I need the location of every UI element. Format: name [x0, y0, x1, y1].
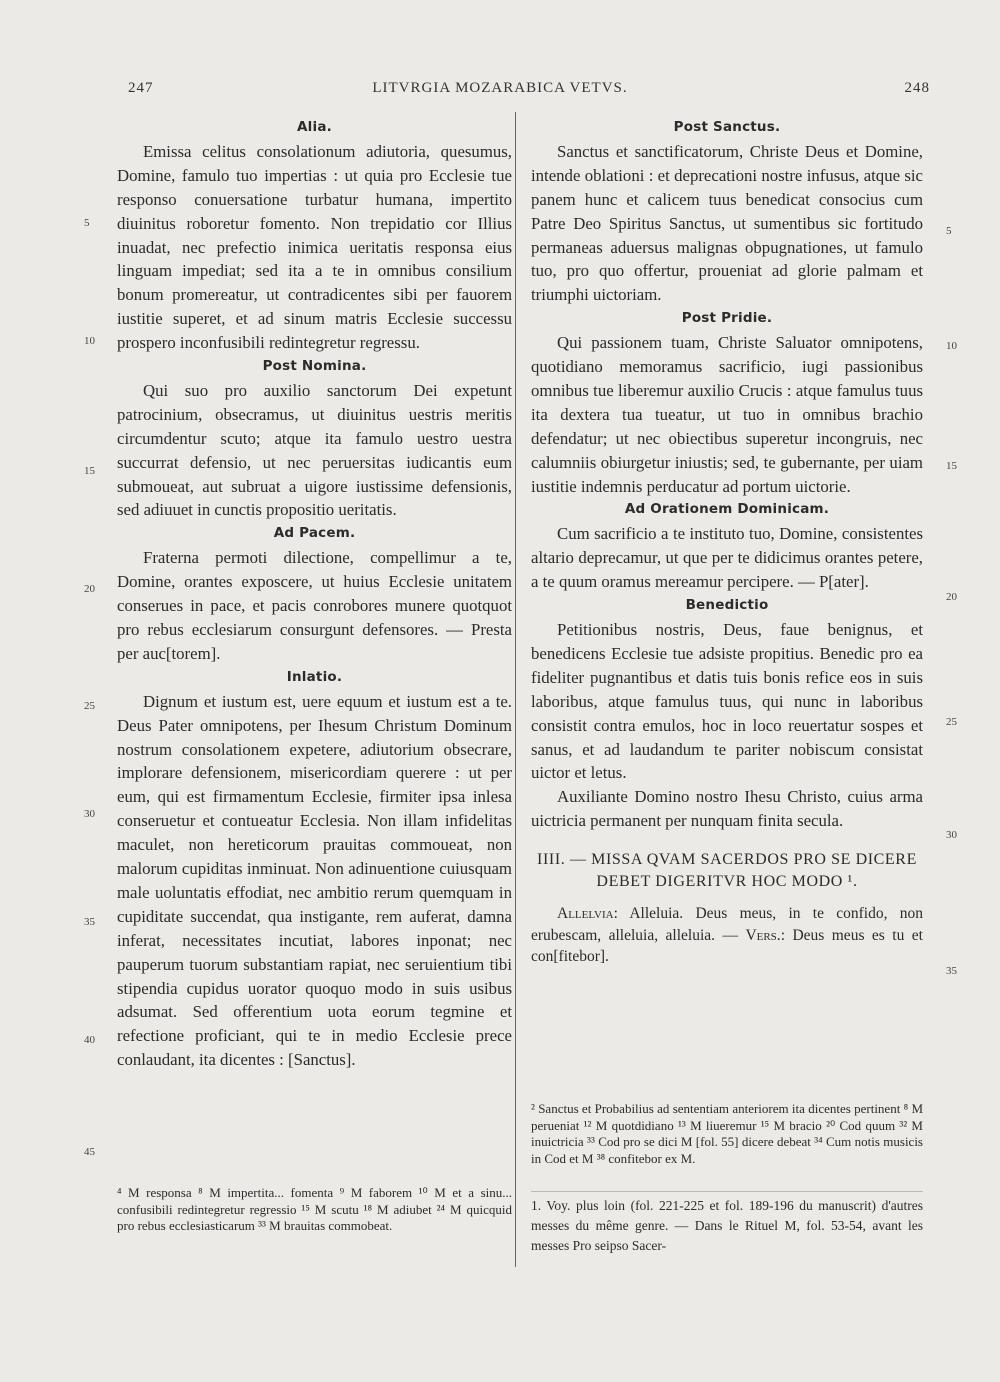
line-number: 25 [84, 700, 95, 712]
section-heading-post-sanctus: Post Sanctus. [673, 119, 781, 135]
line-number: 30 [84, 808, 95, 820]
line-number: 5 [84, 217, 90, 229]
section-heading-ad-orationem: Ad Orationem Dominicam. [624, 501, 830, 518]
section-heading-ad-pacem: Ad Pacem. [273, 525, 356, 542]
line-number: 5 [946, 225, 952, 237]
line-number: 35 [946, 965, 957, 977]
right-column [531, 116, 923, 968]
footnote-rule [531, 1191, 923, 1192]
footnote-right-variants: ² Sanctus et Probabilius ad sententiam anteriorem ita dicentes pertinent ⁸ M perueniat ¹² M quotdidiano ¹³ M liueremur ¹⁵ M bracio ²⁰ Cod quum ³² M inuictricia ³³ Cod pro se dici M [fol. 55] dicere debeat ³⁴ Cum notis musicis in Cod et M ³⁸ confitebor ex M. [531, 1101, 923, 1167]
versus-text: : Deus meus es tu et con[fitebor]. [531, 926, 923, 966]
line-number: 10 [84, 335, 95, 347]
section-heading-post-nomina: Post Nomina. [262, 358, 367, 375]
alleluia-text: : Alleluia. Deus meus, in te confido, non erubescam, alleluia, alleluia. — [531, 905, 923, 944]
paragraph-alia: Emissa celitus consolationum adiutoria, quesumus, Domine, famulo tuo impertias : ut quia pro Ecclesie tue responso conuersatione turbatur humana, impertito diuinitus roboretur fomento. Non trepidatio cor Illius inuadat, nec prefectio inimica ueritatis responsa eius linguam impediat; sed ita a te in omnibus consilium bonum promereatur, ut contradicentes sibi per fauorem iustitie superet, et ad sinum matris Ecclesie successu prospero inconfusibili redintegretur regressu. [117, 141, 512, 353]
line-number: 40 [84, 1034, 95, 1046]
section-heading-benedictio: Benedictio [685, 597, 769, 614]
paragraph-alleluia [531, 903, 923, 968]
footnote-left: ⁴ M responsa ⁸ M impertita... fomenta ⁹ M faborem ¹⁰ M et a sinu... confusibili redintegretur regressio ¹⁵ M scutu ¹⁸ M adiubet ²⁴ M quicquid pro rebus ecclesiasticarum ³³ M brauitas commobeat. [117, 1185, 512, 1234]
section-heading-post-pridie: Post Pridie. [681, 310, 773, 327]
column-divider [515, 112, 516, 1267]
page-number-right: 248 [904, 80, 930, 96]
line-number: 30 [946, 829, 957, 841]
versus-label: Vers. [745, 926, 781, 944]
running-title: LITVRGIA MOZARABICA VETVS. [372, 80, 628, 96]
paragraph-post-pridie: Qui passionem tuam, Christe Saluator omnipotens, quotidiano memoramus sacrificio, iugi passionibus omnibus tue liberemur auxilio Crucis : atque famulus tuus ita dextera tua tueatur, ut tuo in omnibus brachio defendatur; ut nec obiectibus superetur incongruis, nec calumniis obiurgetur iniustis; sed, te gubernante, per uiam iustitie indemnis perducatur ad portum uictorie. [531, 333, 923, 496]
line-number: 15 [946, 460, 957, 472]
paragraph-ad-pacem: Fraterna permoti dilectione, compellimur a te, Domine, orantes exposcere, ut huius Ecclesie unitatem conserues in pace, et pacis conrobores munere quotquot pro rebus ecclesiarum consurgunt defensores. — Presta per auc[torem]. [117, 548, 512, 663]
paragraph-inlatio: Dignum et iustum est, uere equum et iustum est a te. Deus Pater omnipotens, per Ihesum Christum Dominum nostrum consolationem expetere, adiutorium obsecrare, implorare defensionem, misericordiam querere : ut per eum, qui est firmamentum Ecclesie, firmiter ipsa inlesa conseruetur et contueatur Ecclesia. Non illam infidelitas maculet, non hereticorum prauitas commoueat, non malorum cupiditas inminuat. Non adinuentione cuiusquam male uoluntatis effodiat, nec ambitio rerum quemquam in cupiditate succendat, qua instigante, rem auferat, damna inferat, necessitates incutiat, labores inponat; nec pauperum tuorum substantiam rapiat, nec seruientium tibi stipendia cupidus uorator quoquo modo in suis usibus adsumat. Sed offerentium uota eorum tegmine et refectione proficiant, qui te in medio Ecclesie prece conlaudant, ita dicentes : [Sanctus]. [117, 691, 512, 1070]
line-number: 15 [84, 465, 95, 477]
line-number: 20 [946, 591, 957, 603]
left-column [117, 116, 512, 1072]
paragraph-ad-orationem: Cum sacrificio a te instituto tuo, Domine, consistentes altario deprecamur, ut que per te didicimus orantes petere, a te quum oramus mereamur percipere. — P[ater]. [531, 524, 923, 592]
section-heading-alia: Alia. [297, 119, 332, 135]
missa-title-line-1: IIII. — MISSA QVAM SACERDOS PRO SE DICERE [537, 851, 917, 869]
section-heading-inlatio: Inlatio. [286, 668, 343, 685]
paragraph-benedictio: Petitionibus nostris, Deus, faue benignus, et benedicens Ecclesie tue adsiste propitius. Benedic pro ea fideliter pugnantibus et datis tuis bonis refice eos in suis laboribus, atque famulus tuus, qui nunc in laboribus consistit contra emulos, hoc in loco reuertatur sospes et sanus, et ad laudandum te pariter nobiscum consistat uictor et letus. [531, 619, 923, 783]
line-number: 20 [84, 583, 95, 595]
paragraph-auxiliante: Auxiliante Domino nostro Ihesu Christo, cuius arma uictricia permanent per nunquam finita secula. [531, 787, 923, 831]
paragraph-post-nomina: Qui suo pro auxilio sanctorum Dei expetunt patrocinium, obsecramus, ut diuinitus uestris meritis circumdentur scuto; atque ita famulo uestro uestra succurrat defensio, ut nec peruersitas iudicantis eum submoueat, aut subruat a uigore iustissime defensionis, sed adiuuet in cunctis propositio ueritatis. [117, 380, 512, 520]
paragraph-post-sanctus: Sanctus et sanctificatorum, Christe Deus et Domine, intende oblationi : et deprecationi nostre infusus, atque sic panem hunc et calicem tuus benedicat consocius cum Patre Deo Spiritus Sanctus, ut sumentibus sic fortitudo permaneas aduersus malignas obpugnationes, ut famulo tuo, pro quo offertur, proueniat ad glorie palmam et triumphi uictoriam. [531, 141, 923, 305]
footnote-right-note: 1. Voy. plus loin (fol. 221-225 et fol. 189-196 du manuscrit) d'autres messes du même genre. — Dans le Rituel M, fol. 53-54, avant les messes Pro seipso Sacer- [531, 1198, 923, 1253]
page-number-left: 247 [128, 80, 154, 96]
missa-title-line-2: DEBET DIGERITVR HOC MODO ¹. [596, 873, 858, 891]
line-number: 35 [84, 916, 95, 928]
line-number: 10 [946, 340, 957, 352]
line-number: 45 [84, 1146, 95, 1158]
line-number: 25 [946, 716, 957, 728]
alleluia-label: Allelvia [557, 905, 614, 923]
running-header [0, 80, 1000, 104]
